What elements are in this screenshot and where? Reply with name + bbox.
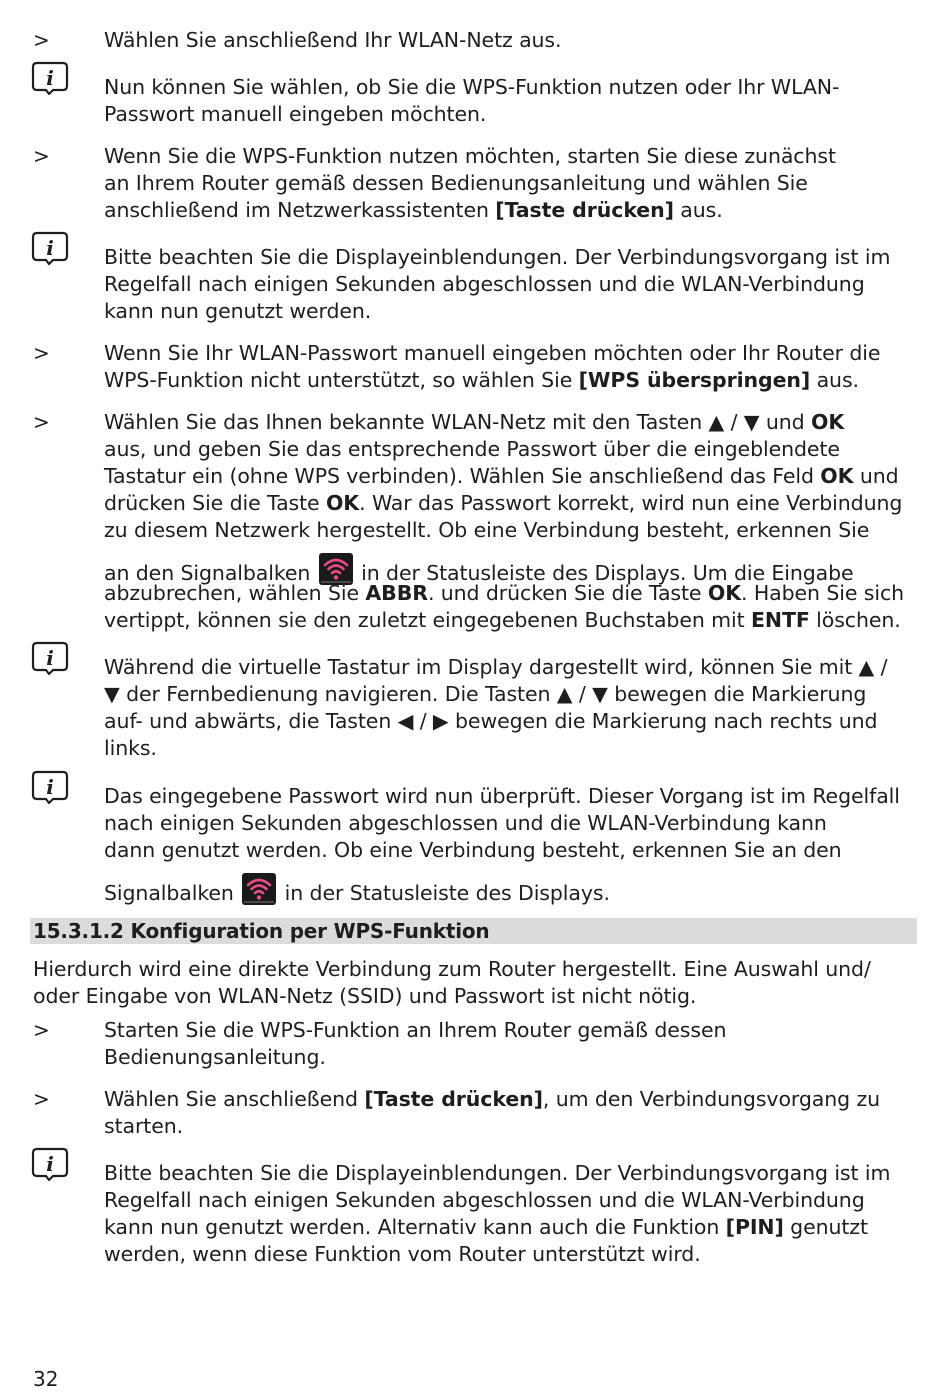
text-line: zu diesem Netzwerk hergestellt. Ob eine Verbindung besteht, erkennen Sie bbox=[104, 518, 870, 542]
info-icon bbox=[31, 1146, 71, 1182]
text-line: kann nun genutzt werden. bbox=[104, 299, 372, 323]
text-span: aus. bbox=[673, 198, 723, 222]
text-line: Passwort manuell eingeben möchten. bbox=[104, 102, 487, 126]
text-line bbox=[104, 490, 920, 517]
text-line: starten. bbox=[104, 1114, 184, 1138]
text-span: abzubrechen, wählen Sie bbox=[104, 581, 366, 605]
info-icon bbox=[31, 230, 71, 266]
text-line: ▼ der Fernbedienung navigieren. Die Tasten ▲ / ▼ bewegen die Markierung bbox=[104, 682, 867, 706]
text-line: Regelfall nach einigen Sekunden abgeschlossen und die WLAN-Verbindung bbox=[104, 272, 865, 296]
text-line: werden, wenn diese Funktion vom Router unterstützt wird. bbox=[104, 1242, 701, 1266]
section-heading-bar bbox=[30, 918, 917, 944]
text-line: dann genutzt werden. Ob eine Verbindung besteht, erkennen Sie an den bbox=[104, 838, 842, 862]
bold-term: OK bbox=[325, 491, 360, 515]
bold-term: ENTF bbox=[751, 608, 810, 632]
text-span: Tastatur ein (ohne WPS verbinden). Wählen Sie anschließend das Feld bbox=[104, 464, 821, 488]
bold-term: [PIN] bbox=[725, 1215, 784, 1239]
svg-text:i: i bbox=[46, 1152, 54, 1176]
text-line bbox=[104, 580, 920, 607]
bold-term: OK bbox=[820, 464, 854, 488]
text-line: Starten Sie die WPS-Funktion an Ihrem Router gemäß dessen bbox=[104, 1018, 727, 1042]
bold-term: OK bbox=[811, 410, 845, 434]
svg-text:i: i bbox=[46, 775, 54, 799]
text-span: in der Statusleiste des Displays. Um die Eingabe bbox=[354, 561, 854, 585]
wifi-signal-icon bbox=[242, 873, 276, 905]
text-line: auf- und abwärts, die Tasten ◀ / ▶ bewegen die Markierung nach rechts und bbox=[104, 709, 878, 733]
text-line: an Ihrem Router gemäß dessen Bedienungsanleitung und wählen Sie bbox=[104, 171, 808, 195]
bold-term: [Taste drücken] bbox=[495, 198, 674, 222]
text-line: Wenn Sie die WPS-Funktion nutzen möchten, starten Sie diese zunächst bbox=[104, 144, 836, 168]
svg-text:i: i bbox=[46, 236, 54, 260]
bold-term: OK bbox=[707, 581, 741, 605]
text-line: Nun können Sie wählen, ob Sie die WPS-Funktion nutzen oder Ihr WLAN- bbox=[104, 75, 840, 99]
text-line: Wenn Sie Ihr WLAN-Passwort manuell eingeben möchten oder Ihr Router die bbox=[104, 341, 881, 365]
text-span: . Haben Sie sich bbox=[741, 581, 905, 605]
text-line: nach einigen Sekunden abgeschlossen und die WLAN-Verbindung kann bbox=[104, 811, 827, 835]
text-span: und bbox=[853, 464, 899, 488]
text-line: Während die virtuelle Tastatur im Display dargestellt wird, können Sie mit ▲ / bbox=[104, 655, 888, 679]
text-span: . und drücken Sie die Taste bbox=[427, 581, 708, 605]
text-line bbox=[104, 1086, 920, 1113]
bullet-marker: > bbox=[33, 1018, 50, 1042]
text-line bbox=[104, 607, 920, 634]
info-icon bbox=[31, 769, 71, 805]
text-line: Hierdurch wird eine direkte Verbindung zum Router hergestellt. Eine Auswahl und/ bbox=[33, 957, 871, 981]
text-span: . War das Passwort korrekt, wird nun eine Verbindung bbox=[359, 491, 903, 515]
svg-text:i: i bbox=[46, 66, 54, 90]
bullet-marker: > bbox=[33, 341, 50, 365]
text-span: an den Signalbalken bbox=[104, 561, 317, 585]
bullet-marker: > bbox=[33, 28, 50, 52]
svg-text:i: i bbox=[46, 646, 54, 670]
bold-term: [Taste drücken] bbox=[364, 1087, 543, 1111]
text-line: links. bbox=[104, 736, 157, 760]
text-line: oder Eingabe von WLAN-Netz (SSID) und Passwort ist nicht nötig. bbox=[33, 984, 697, 1008]
text-line bbox=[104, 873, 920, 907]
section-heading: 15.3.1.2 Konfiguration per WPS-Funktion bbox=[33, 919, 490, 943]
text-span: vertippt, können sie den zuletzt eingegebenen Buchstaben mit bbox=[104, 608, 751, 632]
text-span: , um den Verbindungsvorgang zu bbox=[542, 1087, 881, 1111]
text-line: Bitte beachten Sie die Displayeinblendungen. Der Verbindungsvorgang ist im bbox=[104, 245, 891, 269]
bullet-marker: > bbox=[33, 410, 50, 434]
text-line: Wählen Sie anschließend Ihr WLAN-Netz aus. bbox=[104, 28, 562, 52]
text-line: Bedienungsanleitung. bbox=[104, 1045, 326, 1069]
bold-term: ABBR bbox=[365, 581, 428, 605]
text-line bbox=[104, 1214, 920, 1241]
bullet-marker: > bbox=[33, 1087, 50, 1111]
text-span: Wählen Sie das Ihnen bekannte WLAN-Netz mit den Tasten ▲ / ▼ und bbox=[104, 410, 812, 434]
page-number: 32 bbox=[33, 1367, 59, 1391]
text-line bbox=[104, 409, 920, 436]
info-icon bbox=[31, 640, 71, 676]
text-span: genutzt bbox=[783, 1215, 868, 1239]
bold-term: [WPS überspringen] bbox=[578, 368, 811, 392]
text-line: Bitte beachten Sie die Displayeinblendungen. Der Verbindungsvorgang ist im bbox=[104, 1161, 891, 1185]
text-line: Das eingegebene Passwort wird nun überprüft. Dieser Vorgang ist im Regelfall bbox=[104, 784, 900, 808]
text-line bbox=[104, 367, 920, 394]
text-span: anschließend im Netzwerkassistenten bbox=[104, 198, 496, 222]
text-line: Regelfall nach einigen Sekunden abgeschlossen und die WLAN-Verbindung bbox=[104, 1188, 865, 1212]
text-line bbox=[104, 197, 920, 224]
text-span: aus. bbox=[810, 368, 859, 392]
text-span: WPS-Funktion nicht unterstützt, so wählen Sie bbox=[104, 368, 579, 392]
text-span: in der Statusleiste des Displays. bbox=[278, 881, 610, 905]
text-line bbox=[104, 463, 920, 490]
bullet-marker: > bbox=[33, 144, 50, 168]
text-span: Wählen Sie anschließend bbox=[104, 1087, 365, 1111]
text-span: drücken Sie die Taste bbox=[104, 491, 326, 515]
text-span: löschen. bbox=[809, 608, 901, 632]
text-span: kann nun genutzt werden. Alternativ kann auch die Funktion bbox=[104, 1215, 726, 1239]
text-line: aus, und geben Sie das entsprechende Passwort über die eingeblendete bbox=[104, 437, 840, 461]
info-icon bbox=[31, 60, 71, 96]
text-span: Signalbalken bbox=[104, 881, 241, 905]
